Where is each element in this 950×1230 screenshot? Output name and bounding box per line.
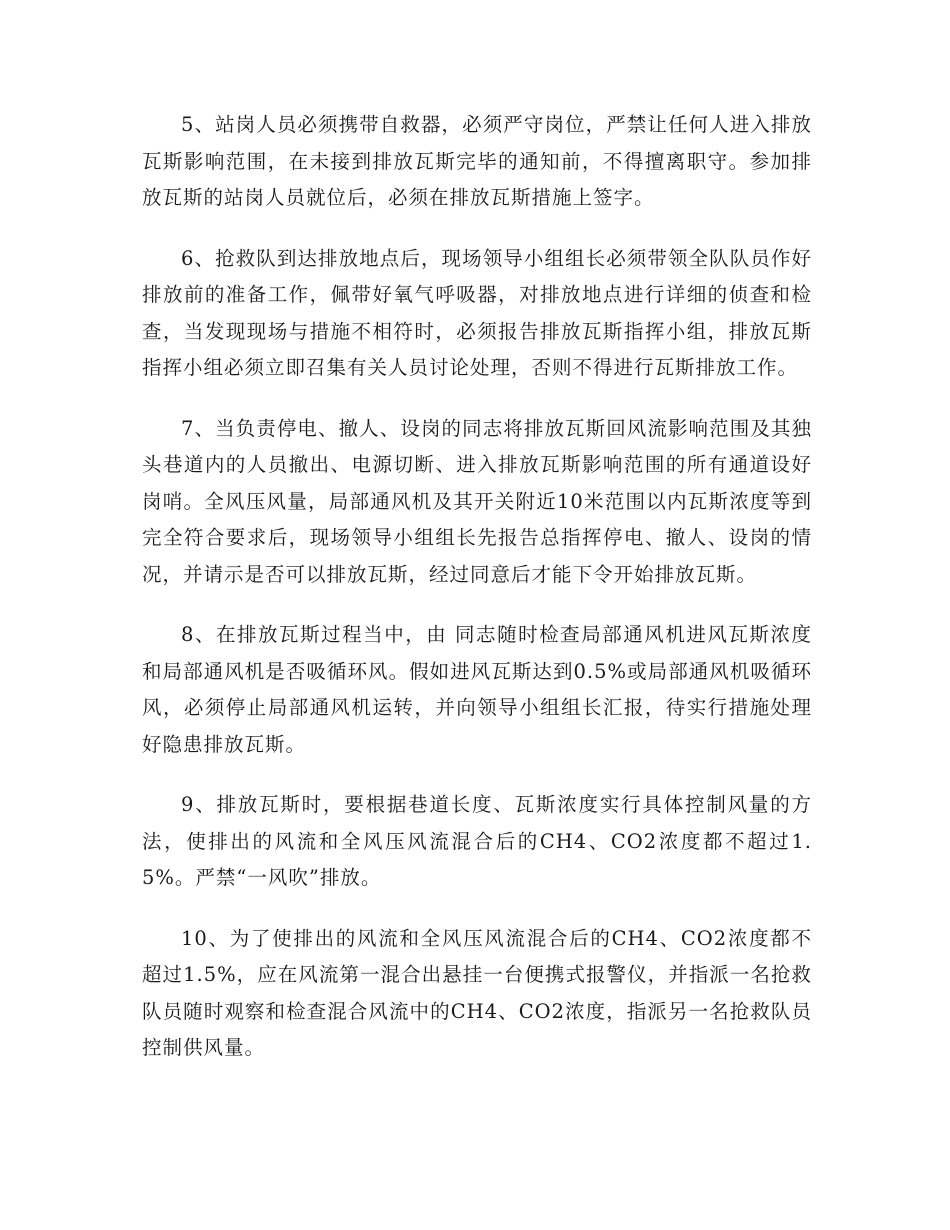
paragraph-9: 9、排放瓦斯时，要根据巷道长度、瓦斯浓度实行具体控制风量的方法，使排出的风流和全风压风流混合后的CH4、CO2浓度都不超过1.5%。严禁“一风吹”排放。	[142, 793, 812, 889]
paragraph-5: 5、站岗人员必须携带自救器，必须严守岗位，严禁让任何人进入排放瓦斯影响范围，在未接到排放瓦斯完毕的通知前，不得擅离职守。参加排放瓦斯的站岗人员就位后，必须在排放瓦斯措施上签字。	[142, 113, 812, 209]
document-body	[142, 107, 812, 1091]
paragraph-8: 8、在排放瓦斯过程当中，由 同志随时检查局部通风机进风瓦斯浓度和局部通风机是否吸循环风。假如进风瓦斯达到0.5%或局部通风机吸循环风，必须停止局部通风机运转，并向领导小组组长汇报，待实行措施处理好隐患排放瓦斯。	[142, 623, 812, 756]
paragraph-7: 7、当负责停电、撤人、设岗的同志将排放瓦斯回风流影响范围及其独头巷道内的人员撤出、电源切断、进入排放瓦斯影响范围的所有通道设好岗哨。全风压风量，局部通风机及其开关附近10米范围以内瓦斯浓度等到完全符合要求后，现场领导小组组长先报告总指挥停电、撤人、设岗的情况，并请示是否可以排放瓦斯，经过同意后才能下令开始排放瓦斯。	[142, 416, 812, 586]
paragraph-6: 6、抢救队到达排放地点后，现场领导小组组长必须带领全队队员作好排放前的准备工作，佩带好氧气呼吸器，对排放地点进行详细的侦查和检查，当发现现场与措施不相符时，必须报告排放瓦斯指挥小组，排放瓦斯指挥小组必须立即召集有关人员讨论处理，否则不得进行瓦斯排放工作。	[142, 246, 812, 379]
paragraph-10: 10、为了使排出的风流和全风压风流混合后的CH4、CO2浓度都不超过1.5%，应在风流第一混合出悬挂一台便携式报警仪，并指派一名抢救队员随时观察和检查混合风流中的CH4、CO2浓度，指派另一名抢救队员控制供风量。	[142, 926, 812, 1059]
